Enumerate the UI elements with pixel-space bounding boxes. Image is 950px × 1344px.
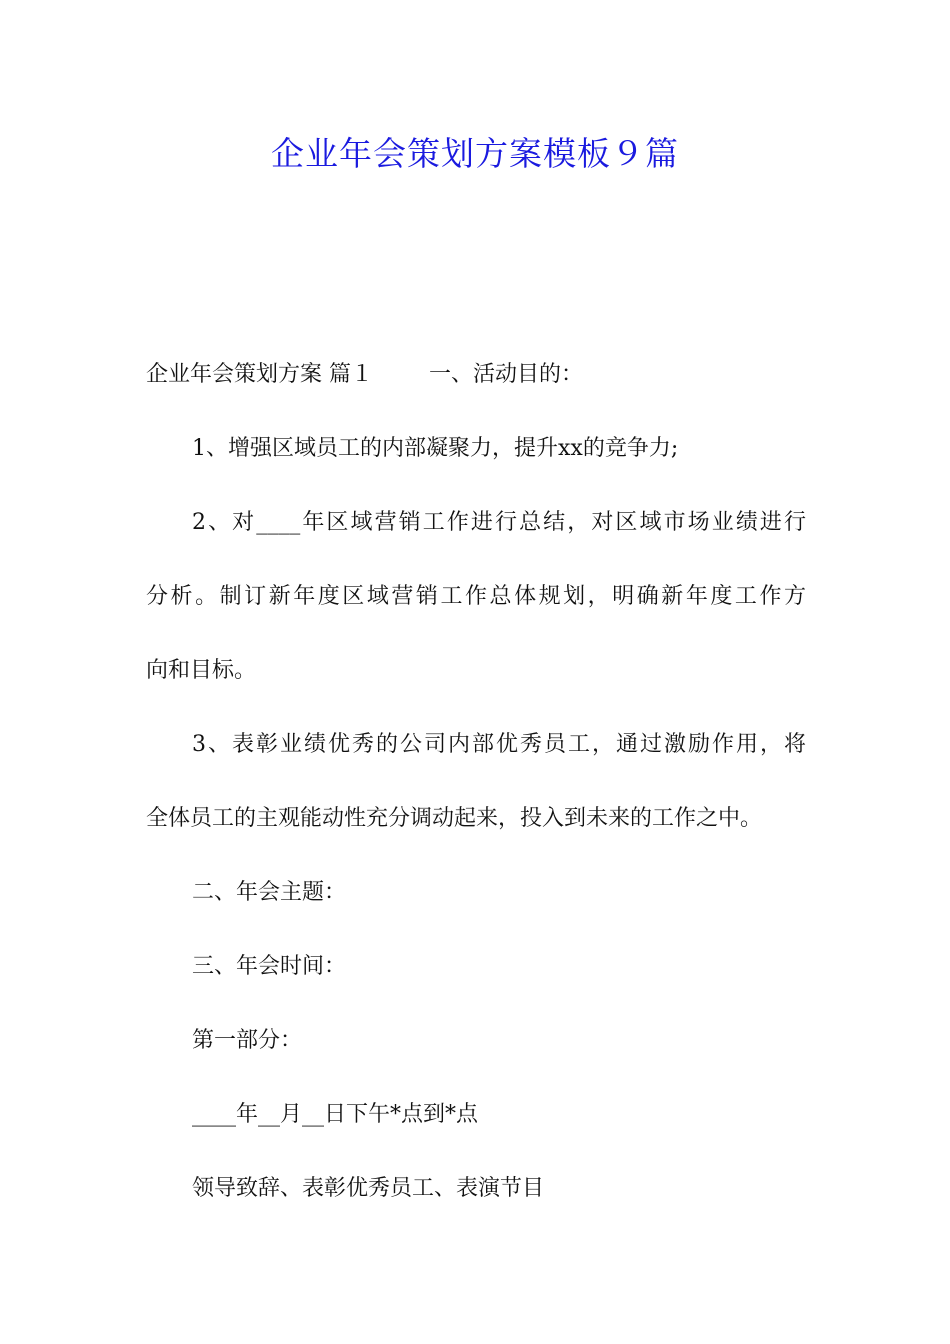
heading-theme: 二、年会主题： — [192, 880, 347, 905]
heading-purpose: 一、活动目的： — [429, 362, 584, 387]
paragraph-item-1: 1、增强区域员工的内部凝聚力，提升xx的竞争力; — [192, 436, 679, 461]
document-body — [146, 338, 806, 1226]
heading-time: 三、年会时间： — [192, 954, 347, 979]
part-one-time: ____年__月__日下午*点到*点 — [192, 1102, 479, 1127]
paragraph-item-2-line-2: 分析。制订新年度区域营销工作总体规划，明确新年度工作方 — [146, 584, 806, 609]
part-one-program: 领导致辞、表彰优秀员工、表演节目 — [192, 1176, 545, 1201]
paragraph-item-3-line-1: 3、表彰业绩优秀的公司内部优秀员工，通过激励作用，将 — [192, 732, 806, 757]
section-heading: 企业年会策划方案 篇１ — [146, 362, 373, 387]
paragraph-item-2-line-1: 2、对____年区域营销工作进行总结，对区域市场业绩进行 — [192, 510, 806, 535]
part-one-heading: 第一部分： — [192, 1028, 303, 1053]
document-title: 企业年会策划方案模板９篇 — [271, 134, 679, 173]
paragraph-item-2-line-3: 向和目标。 — [146, 658, 257, 683]
paragraph-item-3-line-2: 全体员工的主观能动性充分调动起来，投入到未来的工作之中。 — [146, 806, 763, 831]
section-heading-line — [146, 338, 806, 412]
